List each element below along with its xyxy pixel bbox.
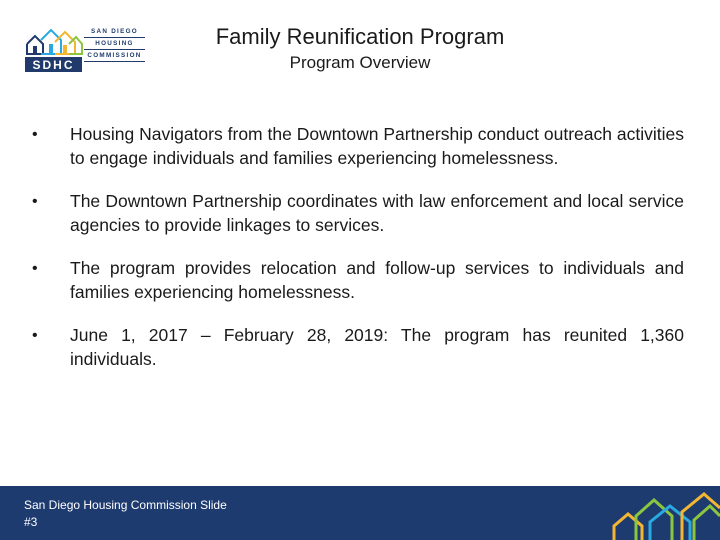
bullet-marker: • bbox=[32, 327, 38, 344]
bullet-item bbox=[28, 123, 684, 170]
footer-houses-icon bbox=[610, 486, 720, 540]
footer-line-1: San Diego Housing Commission Slide bbox=[24, 498, 227, 512]
bullet-text: June 1, 2017 – February 28, 2019: The program has reunited 1,360 individuals. bbox=[70, 325, 684, 369]
bullet-list bbox=[28, 123, 684, 391]
bullet-text: Housing Navigators from the Downtown Partnership conduct outreach activities to engage individuals and families experiencing homelessness. bbox=[70, 124, 684, 168]
footer-slide-number: #3 bbox=[24, 515, 38, 529]
logo-line-2: HOUSING bbox=[95, 40, 134, 47]
logo-mark-letters: SDHC bbox=[32, 58, 75, 72]
bullet-item bbox=[28, 257, 684, 304]
bullet-marker: • bbox=[32, 193, 38, 210]
bullet-item bbox=[28, 324, 684, 371]
footer-caption bbox=[24, 497, 227, 531]
footer-bar bbox=[0, 486, 720, 540]
bullet-marker: • bbox=[32, 260, 38, 277]
logo-line-1: SAN DIEGO bbox=[90, 28, 139, 35]
bullet-text: The Downtown Partnership coordinates with law enforcement and local service agencies to provide linkages to services. bbox=[70, 191, 684, 235]
bullet-text: The program provides relocation and follow-up services to individuals and families experiencing homelessness. bbox=[70, 258, 684, 302]
slide-title: Family Reunification Program bbox=[215, 24, 505, 49]
bullet-item bbox=[28, 190, 684, 237]
bullet-marker: • bbox=[32, 126, 38, 143]
slide-subtitle: Program Overview bbox=[289, 53, 431, 72]
logo-line-3: COMMISSION bbox=[87, 52, 142, 59]
